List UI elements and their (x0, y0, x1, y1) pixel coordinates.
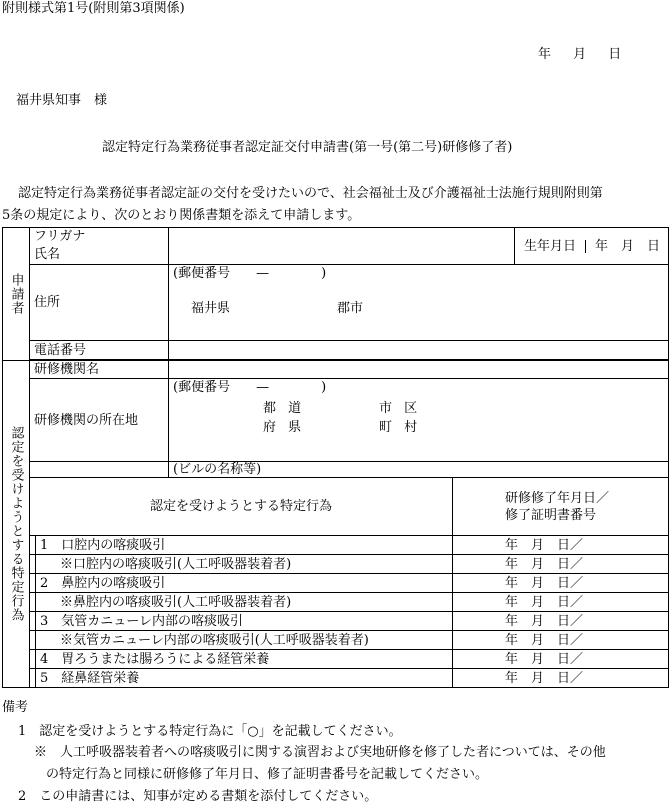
org-postal-line: (郵便番号 — ) (173, 380, 327, 395)
org-address-field[interactable] (169, 379, 669, 462)
act-3-ventilator-date[interactable]: 年 月 日／ (453, 631, 669, 650)
act-4-label: 4 胃ろうまたは腸ろうによる経管栄養 (36, 650, 453, 669)
note-2: 2 この申請書には、知事が定める書類を添付してください。 (18, 789, 378, 804)
act-5-label: 5 経鼻経管栄養 (36, 669, 453, 688)
phone-field[interactable] (169, 341, 669, 360)
act-4-date[interactable]: 年 月 日／ (453, 650, 669, 669)
act-3-ventilator-label: ※気管カニューレ内部の喀痰吸引(人工呼吸器装着者) (36, 631, 453, 650)
intro-text-line-2: 5条の規定により、次のとおり関係書類を添えて申請します。 (2, 208, 361, 223)
furigana-field[interactable] (169, 228, 515, 245)
completion-header (453, 478, 669, 536)
prefecture-label: 福井県 (191, 301, 231, 316)
furigana-label: フリガナ (30, 228, 169, 245)
act-5-date[interactable]: 年 月 日／ (453, 669, 669, 688)
date-line: 年 月 日 (538, 47, 622, 62)
note-1-sub-line-2: の特定行為と同様に研修修了年月日、修了証明書番号を記載してください。 (46, 767, 489, 782)
chouson-label: 町 村 (379, 420, 418, 435)
todo-label: 都 道 (263, 401, 302, 416)
address-label: 住所 (30, 265, 169, 341)
addressee: 福井県知事 様 (16, 93, 108, 108)
act-2-ventilator-date[interactable]: 年 月 日／ (453, 593, 669, 612)
phone-label: 電話番号 (30, 341, 169, 360)
building-name-field[interactable]: (ビルの名称等) (169, 462, 669, 478)
note-1: 1 認定を受けようとする特定行為に「○」を記載してください。 (18, 724, 402, 739)
act-3-date[interactable]: 年 月 日／ (453, 612, 669, 631)
shiku-label: 市 区 (379, 401, 418, 416)
notes-heading: 備考 (2, 700, 29, 715)
org-name-field[interactable] (169, 361, 669, 379)
applicant-section-label: 申請者 (3, 228, 30, 361)
fuken-label: 府 県 (263, 420, 302, 435)
note-1-sub-line-1: ※ 人工呼吸器装着者への喀痰吸引に関する演習および実地研修を修了した者については、その他 (34, 745, 606, 760)
org-address-label: 研修機関の所在地 (30, 379, 169, 462)
name-field[interactable] (169, 245, 515, 265)
document-title: 認定特定行為業務従事者認定証交付申請書(第一号(第二号)研修修了者) (102, 140, 513, 155)
gun-shi-label: 郡市 (337, 301, 364, 316)
name-label: 氏名 (30, 245, 169, 265)
act-2-ventilator-label: ※鼻腔内の喀痰吸引(人工呼吸器装着者) (36, 593, 453, 612)
address-field[interactable] (169, 265, 669, 341)
act-2-label: 2 鼻腔内の喀痰吸引 (36, 574, 453, 593)
act-1-date[interactable]: 年 月 日／ (453, 536, 669, 555)
act-2-date[interactable]: 年 月 日／ (453, 574, 669, 593)
act-1-ventilator-date[interactable]: 年 月 日／ (453, 555, 669, 574)
org-name-label: 研修機関名 (30, 361, 169, 379)
applicant-postal-line: (郵便番号 — ) (173, 266, 327, 281)
acts-header: 認定を受けようとする特定行為 (30, 478, 453, 536)
act-3-label: 3 気管カニューレ内部の喀痰吸引 (36, 612, 453, 631)
application-form-table (2, 227, 669, 688)
intro-text-line-1: 認定特定行為業務従事者認定証の交付を受けたいので、社会福祉士及び介護福祉士法施行規則附則第 (18, 186, 603, 201)
birthdate-label: 生年月日 (515, 240, 586, 253)
completion-header-line-1: 研修修了年月日／ (505, 490, 610, 506)
act-1-label: 1 口腔内の喀痰吸引 (36, 536, 453, 555)
act-1-ventilator-label: ※口腔内の喀痰吸引(人工呼吸器装着者) (36, 555, 453, 574)
form-number-label: 附則様式第1号(附則第3項関係) (2, 1, 185, 16)
completion-header-line-2: 修了証明書番号 (505, 507, 597, 523)
birthdate-field[interactable]: 年 月 日 (595, 238, 661, 254)
training-section-label: 認定を受けようとする特定行為 (3, 361, 30, 688)
